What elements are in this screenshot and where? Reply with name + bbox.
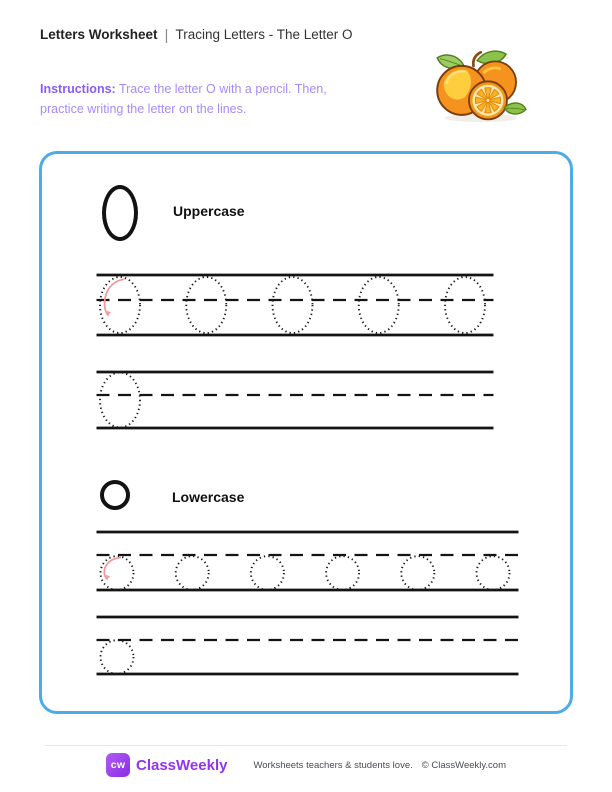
instructions-line-2: practice writing the letter on the lines. [40, 101, 247, 116]
lowercase-practice-row [95, 612, 520, 679]
uppercase-letter-display [102, 185, 138, 241]
footer [0, 752, 612, 778]
header [40, 25, 353, 46]
page-subtitle: Tracing Letters - The Letter O [175, 27, 353, 42]
brand-name: ClassWeekly [136, 756, 228, 774]
orange-slice [469, 81, 507, 119]
footer-divider [45, 745, 567, 746]
lowercase-section-label: Lowercase [172, 489, 245, 505]
footer-copyright: © ClassWeekly.com [421, 759, 506, 771]
lowercase-letter-display [100, 480, 130, 510]
uppercase-section-label: Uppercase [173, 203, 245, 219]
orange-fruit-illustration [428, 46, 528, 123]
uppercase-trace-row [95, 270, 495, 340]
instructions-label: Instructions: [40, 82, 116, 96]
lowercase-trace-row [95, 527, 520, 595]
classweekly-logo-icon: cw [106, 753, 130, 777]
uppercase-practice-row [95, 367, 495, 433]
page-title: Letters Worksheet [40, 27, 158, 42]
title-separator: | [164, 27, 169, 44]
instructions-line-1: Instructions: Trace the letter O with a pencil. Then, [40, 82, 327, 96]
footer-tagline: Worksheets teachers & students love. [253, 759, 413, 771]
instructions [40, 80, 428, 119]
worksheet-card [39, 151, 573, 714]
